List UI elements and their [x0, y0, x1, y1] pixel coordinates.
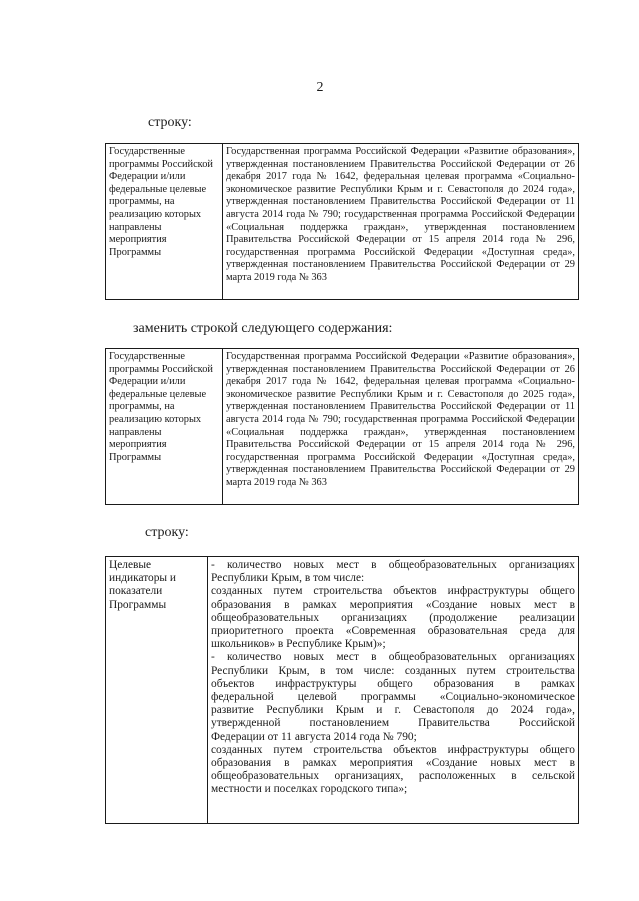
table-old-programs [105, 143, 579, 300]
indicator-line: образования в рамках мероприятия «Создание новых мест в [211, 598, 575, 611]
table-old-programs-label: Государственные программы Российской Федерации и/или федеральные целевые программы, на реализацию которых направлены мероприятия Программы [106, 144, 223, 300]
indicator-line: местности и поселках городского типа»; [211, 783, 408, 796]
indicator-line: Республики Крым, в том числе: [211, 572, 365, 585]
indicator-line: объектов инфраструктуры общего образования в рамках [211, 677, 575, 690]
indicator-line: приоритетного проекта «Современная образовательная среда для [211, 625, 575, 638]
indicator-line: образования в рамках мероприятия «Создание новых мест в [211, 757, 575, 770]
indicator-line: развитие Республики Крым и г. Севастополя до 2024 года», [211, 704, 575, 717]
table-new-programs-content: Государственная программа Российской Федерации «Развитие образования», утвержденная постановлением Правительства Российской Федерации от 26 декабря 2017 года № 1642, федеральная целевая программа «Социально-экономическое развитие Республики Крым и г. Севастополя до 2025 года», утвержденная постановлением Правительства Российской Федерации от 11 августа 2014 года № 790; государственная программа Российской Федерации «Социальная поддержка граждан», утвержденная постановлением Правительства Российской Федерации от 15 апреля 2014 года № 296, государственная программа Российской Федерации «Доступная среда», утвержденная постановлением Правительства Российской Федерации от 29 марта 2019 года № 363 [223, 349, 579, 505]
table-old-programs-content: Государственная программа Российской Федерации «Развитие образования», утвержденная постановлением Правительства Российской Федерации от 26 декабря 2017 года № 1642, федеральная целевая программа «Социально-экономическое развитие Республики Крым и г. Севастополя до 2024 года», утвержденная постановлением Правительства Российской Федерации от 11 августа 2014 года № 790; государственная программа Российской Федерации «Социальная поддержка граждан», утвержденная постановлением Правительства Российской Федерации от 15 апреля 2014 года № 296, государственная программа Российской Федерации «Доступная среда», утвержденная постановлением Правительства Российской Федерации от 29 марта 2019 года № 363 [223, 144, 579, 300]
indicator-line: школьников» в Республике Крым)»; [211, 638, 386, 651]
indicator-line: общеобразовательных организациях, расположенных в сельской [211, 770, 575, 783]
intro-text-3: строку: [145, 525, 189, 540]
table-indicators-label: Целевые индикаторы и показатели Программы [106, 557, 208, 824]
indicator-line: федеральной целевой программы «Социально-экономическое [211, 691, 575, 704]
indicator-line: - количество новых мест в общеобразовательных организациях [211, 559, 575, 571]
page-number: 2 [316, 80, 324, 95]
intro-text-2: заменить строкой следующего содержания: [133, 321, 393, 336]
indicator-line: - количество новых мест в общеобразовательных организациях [211, 651, 575, 664]
intro-text-1: строку: [148, 115, 192, 130]
indicator-line: утвержденной постановлением Правительства Российской [211, 717, 575, 730]
indicator-line: Федерации от 11 августа 2014 года № 790; [211, 730, 417, 743]
table-new-programs-label: Государственные программы Российской Федерации и/или федеральные целевые программы, на реализацию которых направлены мероприятия Программы [106, 349, 223, 505]
indicator-line: общеобразовательных организациях (продолжение реализации [211, 611, 575, 624]
indicator-line: созданных путем строительства объектов инфраструктуры общего [211, 743, 575, 756]
table-indicators-content [208, 557, 579, 824]
indicator-line: созданных путем строительства объектов инфраструктуры общего [211, 585, 575, 598]
indicator-line: Республики Крым, в том числе: созданных путем строительства [211, 664, 575, 677]
table-indicators [105, 556, 579, 824]
table-new-programs [105, 348, 579, 505]
